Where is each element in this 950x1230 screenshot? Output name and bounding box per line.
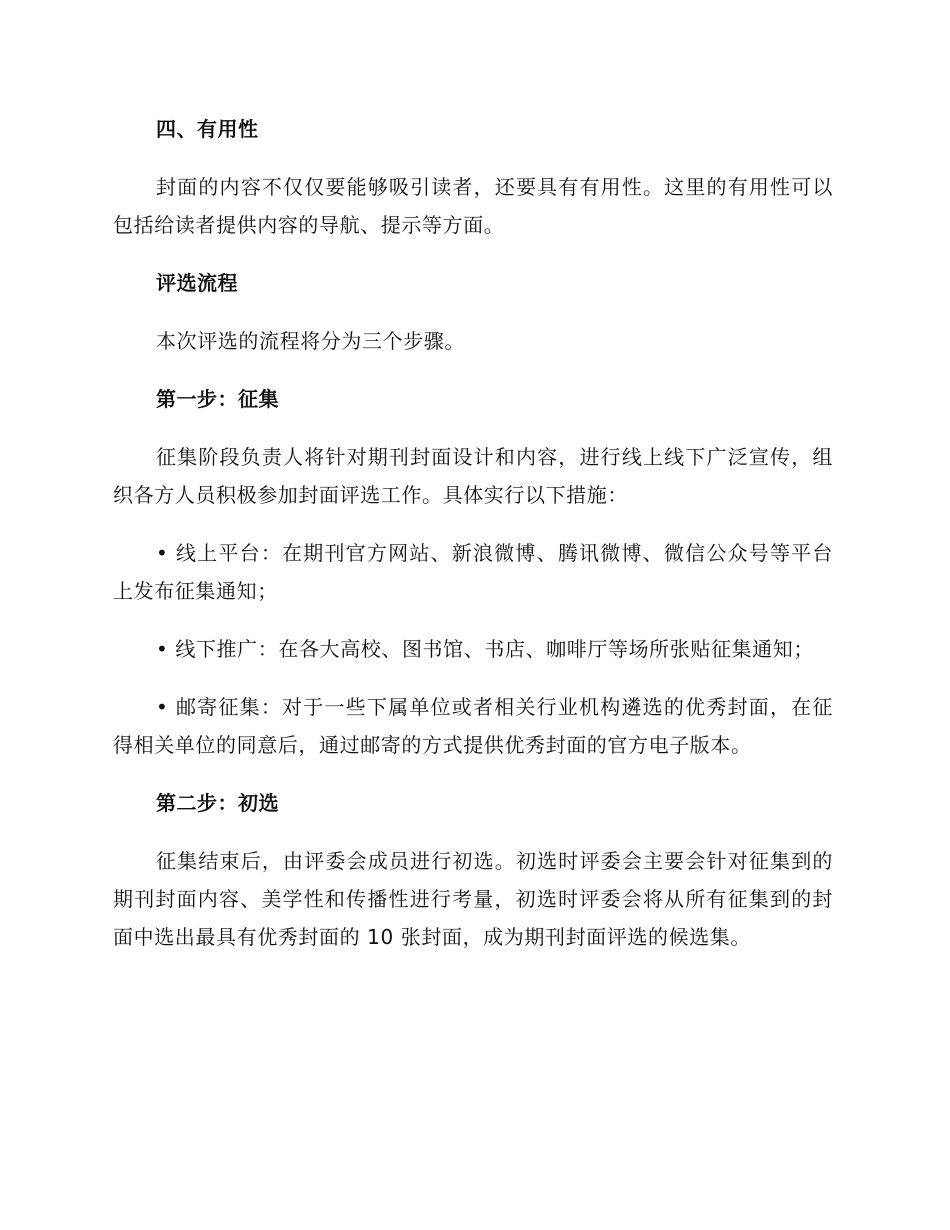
step1-measure-offline: • 线下推广：在各大高校、图书馆、书店、咖啡厅等场所张贴征集通知； <box>156 637 814 661</box>
process-intro-paragraph: 本次评选的流程将分为三个步骤。 <box>156 329 465 353</box>
step1-heading: 第一步：征集 <box>156 387 279 411</box>
section-heading-usefulness: 四、有用性 <box>156 117 259 141</box>
step1-measure-mail: • 邮寄征集：对于一些下属单位或者相关行业机构遴选的优秀封面，在征得相关单位的同意后，通过邮寄的方式提供优秀封面的官方电子版本。 <box>113 695 833 757</box>
step2-heading: 第二步：初选 <box>156 791 279 815</box>
document-page <box>113 110 833 956</box>
step1-measure-online: • 线上平台：在期刊官方网站、新浪微博、腾讯微博、微信公众号等平台上发布征集通知； <box>113 541 833 603</box>
step2-paragraph: 征集结束后，由评委会成员进行初选。初选时评委会主要会针对征集到的期刊封面内容、美学性和传播性进行考量，初选时评委会将从所有征集到的封面中选出最具有优秀封面的 10 张封面，成为期刊封面评选的候选集。 <box>113 849 833 949</box>
usefulness-paragraph: 封面的内容不仅仅要能够吸引读者，还要具有有用性。这里的有用性可以包括给读者提供内容的导航、提示等方面。 <box>113 175 833 237</box>
section-heading-process: 评选流程 <box>156 271 238 295</box>
step1-paragraph: 征集阶段负责人将针对期刊封面设计和内容，进行线上线下广泛宣传，组织各方人员积极参加封面评选工作。具体实行以下措施： <box>113 445 833 507</box>
